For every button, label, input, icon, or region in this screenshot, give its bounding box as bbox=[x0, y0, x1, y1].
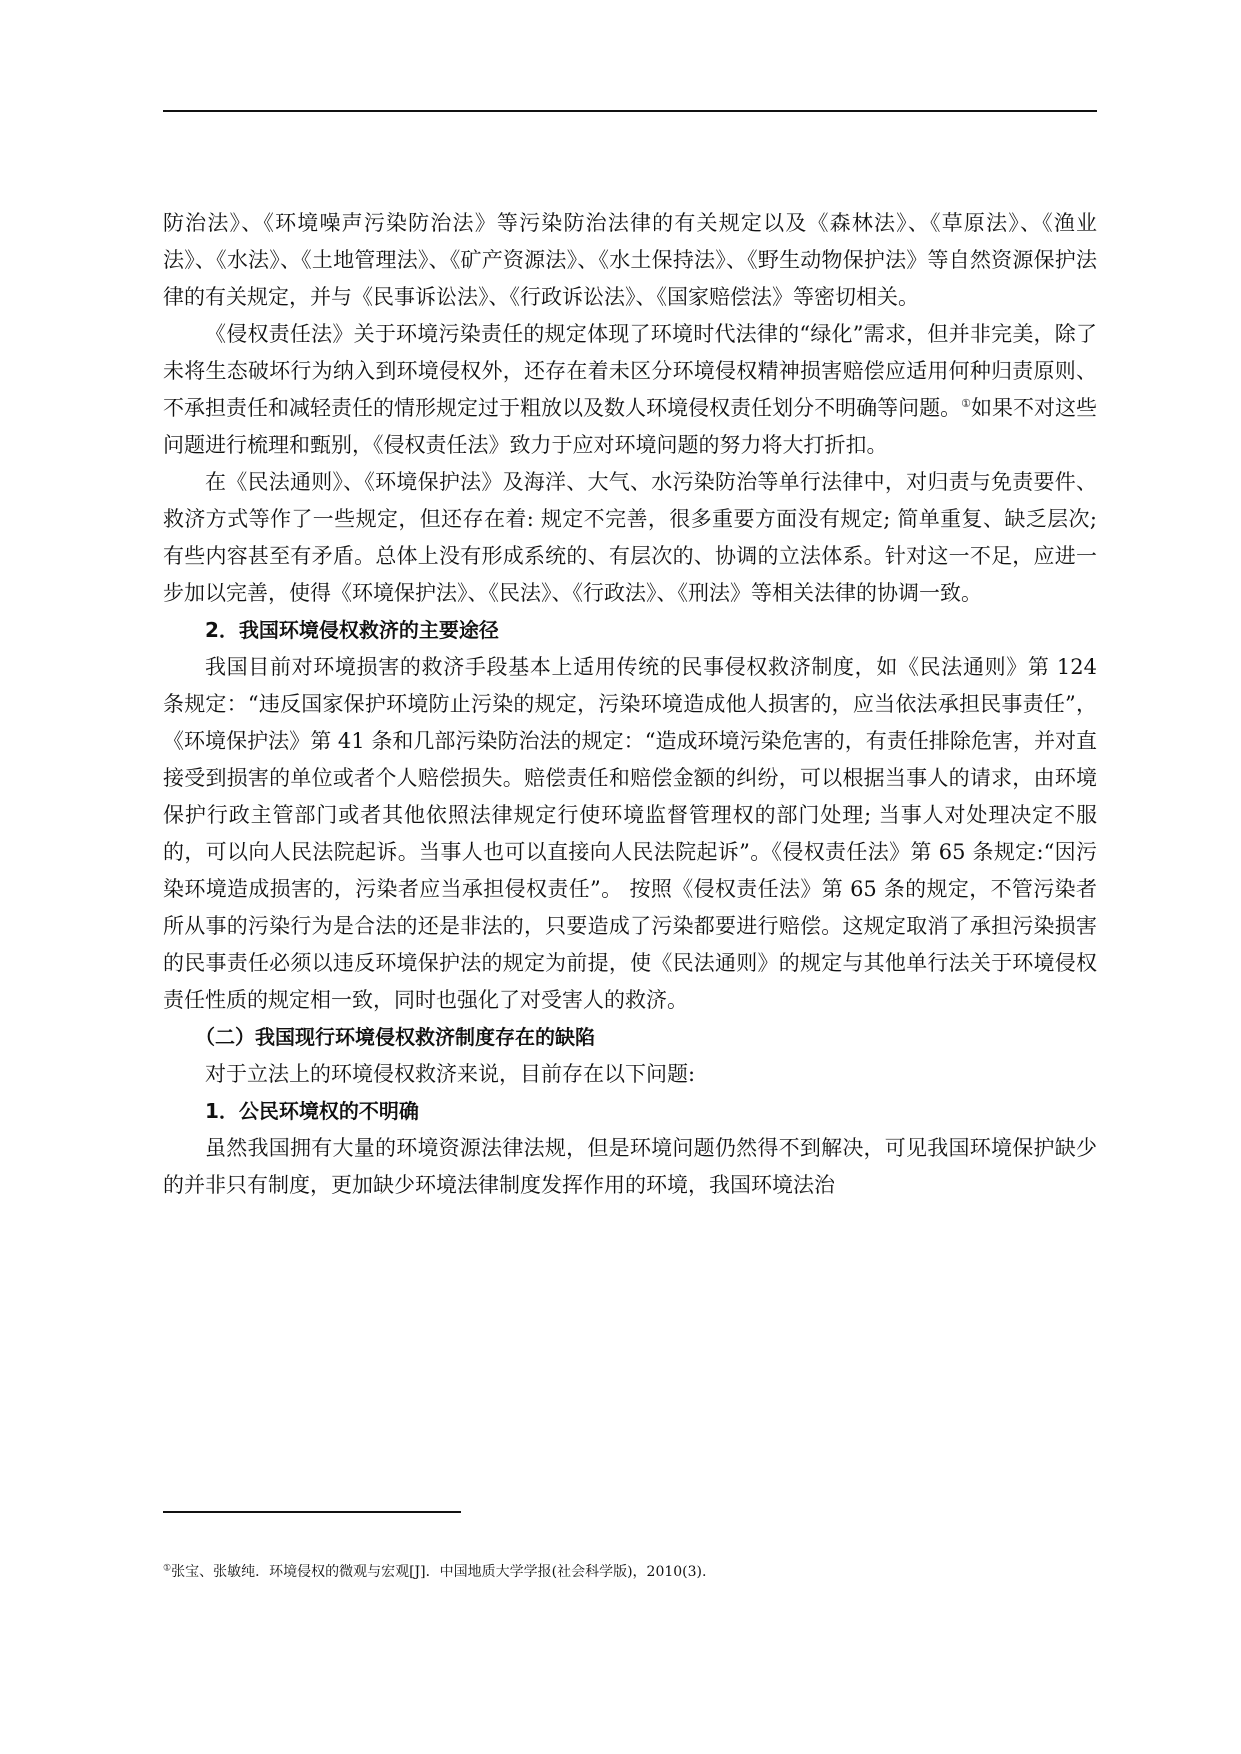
footnote-rule bbox=[163, 1511, 461, 1513]
page-body bbox=[163, 205, 1097, 1204]
paragraph-civil-law: 在《民法通则》、《环境保护法》及海洋、大气、水污染防治等单行法律中，对归责与免责要件、救济方式等作了一些规定，但还存在着: 规定不完善，很多重要方面没有规定; 简单重复、缺乏层次; 有些内容甚至有矛盾。总体上没有形成系统的、有层次的、协调的立法体系。针对这一不足，应进一步加以完善，使得《环境保护法》、《民法》、《行政法》、《刑法》等相关法律的协调一致。 bbox=[163, 470, 1097, 605]
footnote bbox=[163, 1562, 1097, 1582]
section-heading-remedy-paths: 2．我国环境侵权救济的主要途径 bbox=[205, 618, 499, 642]
paragraph-tort-law-text-a: 《侵权责任法》关于环境污染责任的规定体现了环境时代法律的“绿化”需求，但并非完美，除了未将生态破坏行为纳入到环境侵权外，还存在着未区分环境侵权精神损害赔偿应适用何种归责原则、不承担责任和减轻责任的情形规定过于粗放以及数人环境侵权责任划分不明确等问题。 bbox=[163, 322, 1097, 420]
paragraph-continuation: 防治法》、《环境噪声污染防治法》等污染防治法律的有关规定以及《森林法》、《草原法》、《渔业法》、《水法》、《土地管理法》、《矿产资源法》、《水土保持法》、《野生动物保护法》等自然资源保护法律的有关规定，并与《民事诉讼法》、《行政诉讼法》、《国家赔偿法》等密切相关。 bbox=[163, 211, 1097, 309]
paragraph-defects-intro: 对于立法上的环境侵权救济来说，目前存在以下问题: bbox=[205, 1062, 696, 1086]
header-rule bbox=[163, 110, 1097, 112]
paragraph-remedy-paths: 我国目前对环境损害的救济手段基本上适用传统的民事侵权救济制度，如《民法通则》第 124 条规定：“违反国家保护环境防止污染的规定，污染环境造成他人损害的，应当依法承担民事责任”，《环境保护法》第 41 条和几部污染防治法的规定：“造成环境污染危害的，有责任排除危害，并对直接受到损害的单位或者个人赔偿损失。赔偿责任和赔偿金额的纠纷，可以根据当事人的请求，由环境保护行政主管部门或者其他依照法律规定行使环境监督管理权的部门处理; 当事人对处理决定不服的，可以向人民法院起诉。当事人也可以直接向人民法院起诉”。《侵权责任法》第 65 条规定:“因污染环境造成损害的，污染者应当承担侵权责任”。 按照《侵权责任法》第 65 条的规定，不管污染者所从事的污染行为是合法的还是非法的，只要造成了污染都要进行赔偿。这规定取消了承担污染损害的民事责任必须以违反环境保护法的规定为前提，使《民法通则》的规定与其他单行法关于环境侵权责任性质的规定相一致，同时也强化了对受害人的救济。 bbox=[163, 655, 1097, 1012]
paragraph-tort-law bbox=[163, 316, 1097, 464]
section-heading-environmental-right: 1．公民环境权的不明确 bbox=[205, 1099, 419, 1123]
footnote-text: 张宝、张敏纯．环境侵权的微观与宏观[J]．中国地质大学学报(社会科学版)，2010(3). bbox=[171, 1564, 707, 1580]
paragraph-tort-law-text-b: 如果不对这些问题进行梳理和甄别，《侵权责任法》致力于应对环境问题的努力将大打折扣。 bbox=[163, 396, 1097, 457]
footnote-reference[interactable]: ① bbox=[961, 397, 971, 410]
paragraph-environmental-right: 虽然我国拥有大量的环境资源法律法规，但是环境问题仍然得不到解决，可见我国环境保护缺少的并非只有制度，更加缺少环境法律制度发挥作用的环境，我国环境法治 bbox=[163, 1136, 1097, 1197]
section-heading-defects: （二）我国现行环境侵权救济制度存在的缺陷 bbox=[195, 1025, 595, 1049]
footnote-marker: ① bbox=[163, 1563, 172, 1574]
